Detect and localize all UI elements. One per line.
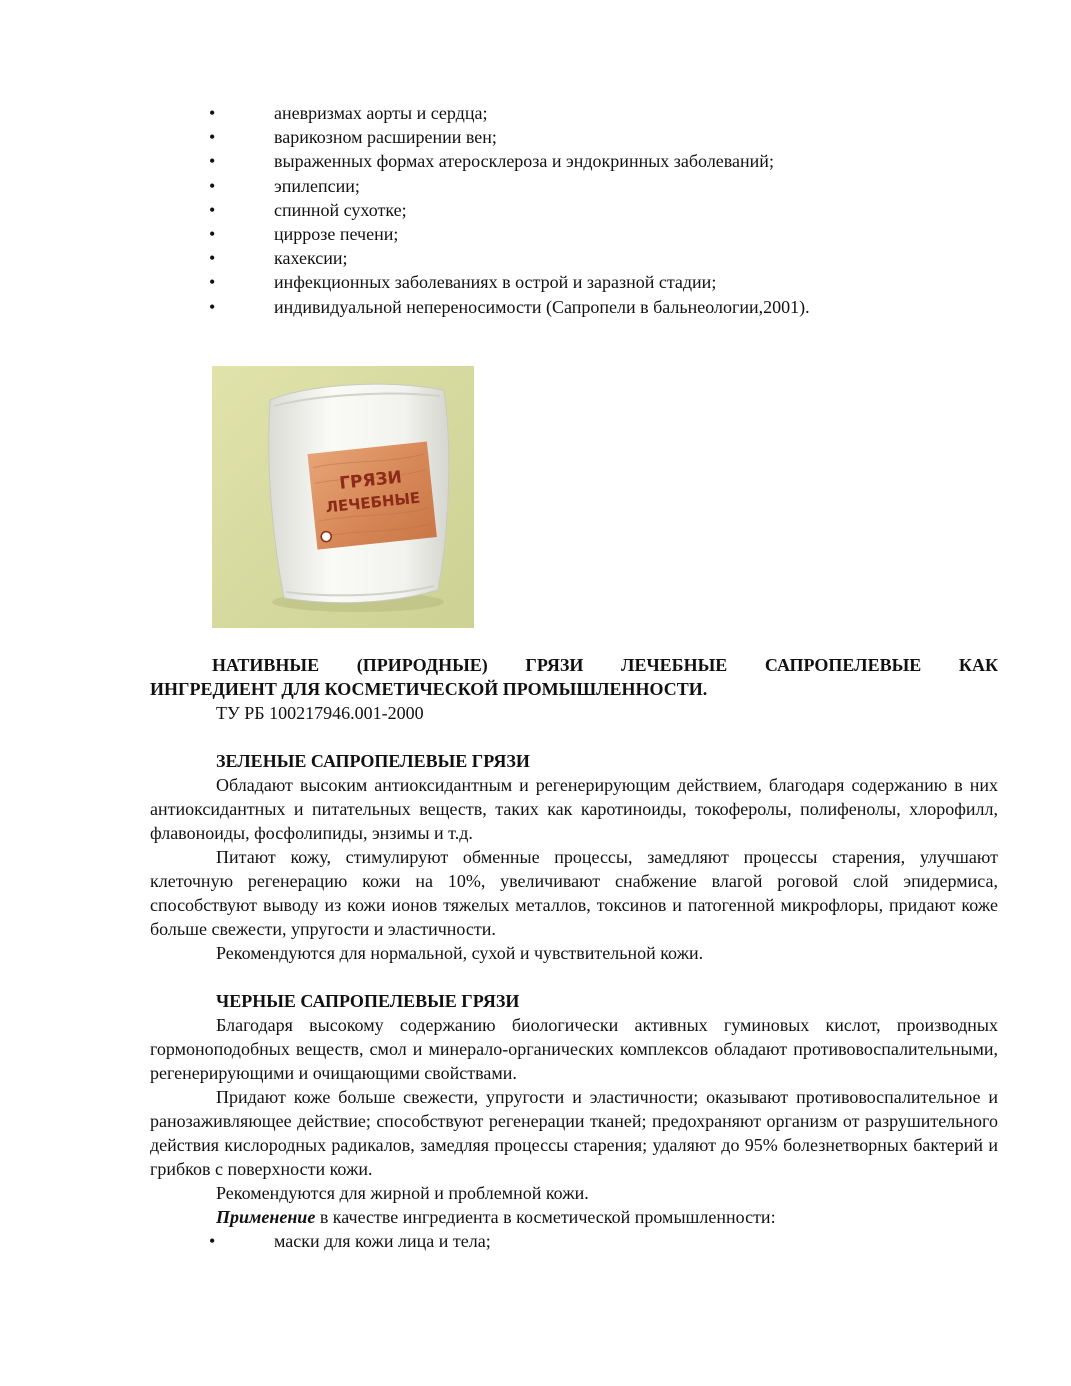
bullet-icon: • — [209, 151, 216, 172]
bullet-icon: • — [209, 223, 216, 244]
green-paragraph: Питают кожу, стимулируют обменные процессы, замедляют процессы старения, улучшают клеточную регенерацию кожи на 10%, увеличивают снабжение влагой роговой слой эпидермиса, способствуют выводу из кожи ионов тяжелых металлов, токсинов и патогенной микрофлоры, придают коже больше свежести, упругости и эластичности. — [150, 847, 998, 939]
list-item: • кахексии; — [209, 248, 348, 269]
bullet-icon: • — [209, 103, 216, 123]
label-line-2: ЛЕЧЕБНЫЕ — [324, 488, 422, 517]
bullet-icon: • — [209, 248, 216, 269]
contraindications-list — [0, 101, 1071, 319]
main-heading: НАТИВНЫЕ (ПРИРОДНЫЕ) ГРЯЗИ ЛЕЧЕБНЫЕ САПРОПЕЛЕВЫЕ КАК ИНГРЕДИЕНТ ДЛЯ КОСМЕТИЧЕСКОЙ ПРОМЫШЛЕННОСТИ. — [150, 655, 998, 699]
bullet-icon: • — [209, 199, 216, 220]
list-item: • инфекционных заболеваниях в острой и заразной стадии; — [209, 272, 717, 293]
green-paragraph: Рекомендуются для нормальной, сухой и чувствительной кожи. — [216, 943, 704, 963]
black-paragraph: Придают коже больше свежести, упругости и эластичности; оказывают противовоспалительное и ранозаживляющее действие; способствуют регенерации тканей; предохраняют организм от разрушительного действия кислородных радикалов, замедляя процессы старения; удаляют до 95% болезнетворных бактерий и грибков с поверхности кожи. — [150, 1087, 998, 1179]
bullet-icon: • — [209, 1231, 216, 1251]
list-item: • аневризмах аорты и сердца; — [209, 103, 488, 123]
bullet-icon: • — [209, 175, 216, 196]
list-item: • индивидуальной непереносимости (Сапропели в бальнеологии,2001). — [209, 296, 810, 317]
bullet-icon: • — [209, 127, 216, 148]
green-section-title: ЗЕЛЕНЫЕ САПРОПЕЛЕВЫЕ ГРЯЗИ — [216, 751, 530, 771]
usage-label: Применение — [216, 1207, 316, 1227]
list-item: • варикозном расширении вен; — [209, 127, 497, 148]
black-section-title: ЧЕРНЫЕ САПРОПЕЛЕВЫЕ ГРЯЗИ — [216, 991, 520, 1011]
label-line-1: ГРЯЗИ — [338, 467, 403, 494]
bullet-icon: • — [209, 272, 216, 293]
product-label — [307, 442, 436, 550]
spec-code: ТУ РБ 100217946.001-2000 — [216, 703, 424, 723]
document-body — [150, 653, 998, 1253]
list-item: • выраженных формах атеросклероза и эндокринных заболеваний; — [209, 151, 774, 172]
list-item: • циррозе печени; — [209, 223, 399, 244]
usage-paragraph: Применение в качестве ингредиента в косметической промышленности: — [216, 1207, 776, 1227]
mud-bag-product-image — [212, 366, 474, 628]
black-paragraph: Благодаря высокому содержанию биологически активных гуминовых кислот, производных гормоноподобных веществ, смол и минерало-органических комплексов обладают противовоспалительными, регенерирующими и очищающими свойствами. — [150, 1015, 998, 1083]
label-logo-icon — [321, 531, 332, 542]
list-item: • эпилепсии; — [209, 175, 360, 196]
list-item: • маски для кожи лица и тела; — [209, 1231, 491, 1251]
green-paragraph: Обладают высоким антиоксидантным и регенерирующим действием, благодаря содержанию в них антиоксидантных и питательных веществ, таких как каротиноиды, токоферолы, полифенолы, хлорофилл, флавоноиды, фосфолипиды, энзимы и т.д. — [150, 775, 998, 843]
black-paragraph: Рекомендуются для жирной и проблемной кожи. — [216, 1183, 589, 1203]
list-item: • спинной сухотке; — [209, 199, 407, 220]
bullet-icon: • — [209, 296, 216, 317]
